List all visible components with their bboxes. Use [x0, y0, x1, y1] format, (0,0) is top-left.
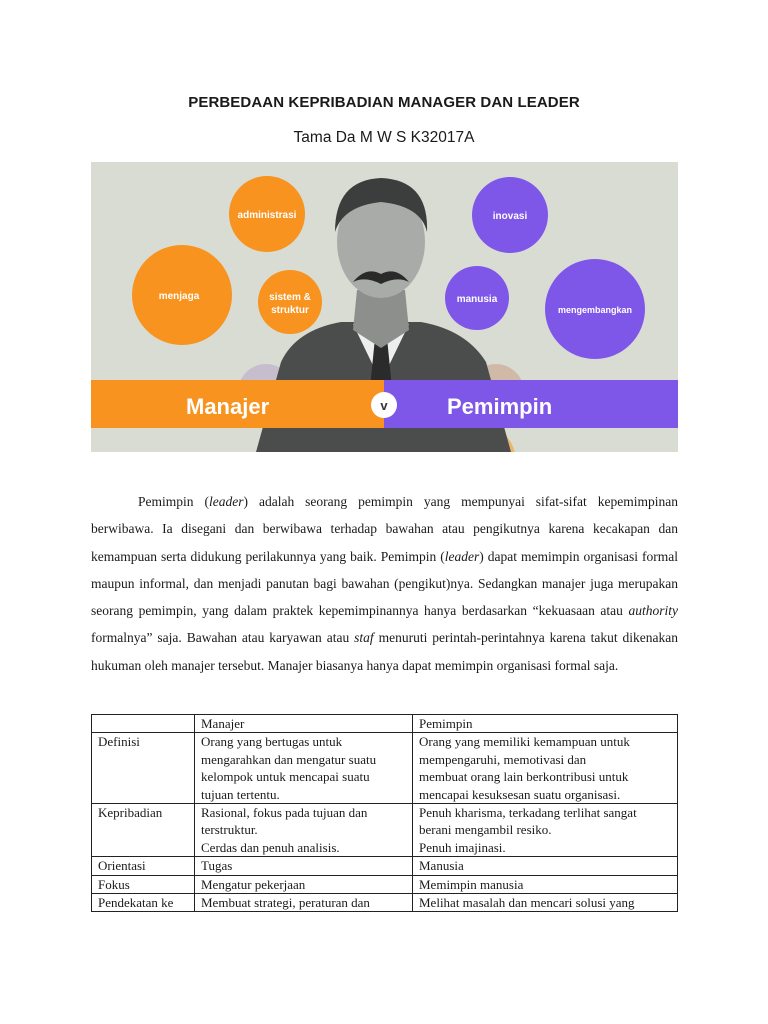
pemimpin-cell: Manusia: [413, 857, 678, 875]
row-label: Fokus: [92, 875, 195, 893]
svg-text:sistem &: sistem &: [269, 292, 311, 303]
bubble-menjaga: [132, 245, 232, 345]
row-label: Pendekatan ke: [92, 894, 195, 912]
table-row: [92, 894, 678, 912]
bubble-manusia: [445, 266, 509, 330]
pemimpin-cell: Penuh kharisma, terkadang terlihat sangat berani mengambil resiko. Penuh imajinasi.: [413, 804, 678, 857]
pemimpin-cell: Orang yang memiliki kemampuan untuk mempengaruhi, memotivasi dan membuat orang lain berkontribusi untuk mencapai kesuksesan suatu organisasi.: [413, 733, 678, 804]
table-header-cell: [92, 715, 195, 733]
svg-text:inovasi: inovasi: [492, 211, 528, 222]
bubble-sistem-struktur: [258, 270, 322, 334]
manajer-cell: Membuat strategi, peraturan dan: [195, 894, 413, 912]
author-line: Tama Da M W S K32017A: [293, 129, 475, 146]
banner-illustration: [91, 162, 678, 452]
svg-text:struktur: struktur: [271, 305, 309, 316]
bubble-mengembangkan: [545, 259, 645, 359]
table-row: [92, 875, 678, 893]
comparison-table: [91, 714, 678, 912]
svg-text:mengembangkan: mengembangkan: [557, 305, 633, 315]
svg-text:v: v: [380, 398, 388, 413]
manajer-cell: Rasional, fokus pada tujuan dan terstruktur. Cerdas dan penuh analisis.: [195, 804, 413, 857]
row-label: Kepribadian: [92, 804, 195, 857]
bubble-administrasi: [229, 176, 305, 252]
manajer-label: Manajer: [186, 394, 270, 419]
svg-text:manusia: manusia: [456, 294, 498, 305]
row-label: Definisi: [92, 733, 195, 804]
manajer-cell: Tugas: [195, 857, 413, 875]
body-paragraph: Pemimpin (leader) adalah seorang pemimpin yang mempunyai sifat-sifat kepemimpinan berwibawa. Ia disegani dan berwibawa terhadap bawahan atau pengikutnya karena kecakapan dan kemampuan serta didukung perilakunnya yang baik. Pemimpin (leader) dapat memimpin organisasi formal maupun informal, dan menjadi panutan bagi bawahan (pengikut)nya. Sedangkan manajer juga merupakan seorang pemimpin, yang dalam praktek kepemimpinannya hanya berdasarkan “kekuasaan atau authority formalnya” saja. Bawahan atau karyawan atau staf menuruti perintah-perintahnya karena takut dikenakan hukuman oleh manajer tersebut. Manajer biasanya hanya dapat memimpin organisasi formal saja.: [91, 494, 678, 673]
svg-text:menjaga: menjaga: [158, 291, 200, 302]
manajer-cell: Mengatur pekerjaan: [195, 875, 413, 893]
table-row: [92, 733, 678, 804]
document-title: PERBEDAAN KEPRIBADIAN MANAGER DAN LEADER: [188, 94, 580, 111]
pemimpin-cell: Memimpin manusia: [413, 875, 678, 893]
table-header-cell: Pemimpin: [413, 715, 678, 733]
bubble-inovasi: [472, 177, 548, 253]
pemimpin-cell: Melihat masalah dan mencari solusi yang: [413, 894, 678, 912]
table-row: [92, 857, 678, 875]
table-header-cell: Manajer: [195, 715, 413, 733]
svg-text:administrasi: administrasi: [237, 210, 297, 221]
table-header-row: [92, 715, 678, 733]
row-label: Orientasi: [92, 857, 195, 875]
manajer-cell: Orang yang bertugas untuk mengarahkan dan mengatur suatu kelompok untuk mencapai suatu tujuan tertentu.: [195, 733, 413, 804]
table-row: [92, 804, 678, 857]
pemimpin-label: Pemimpin: [447, 394, 553, 419]
